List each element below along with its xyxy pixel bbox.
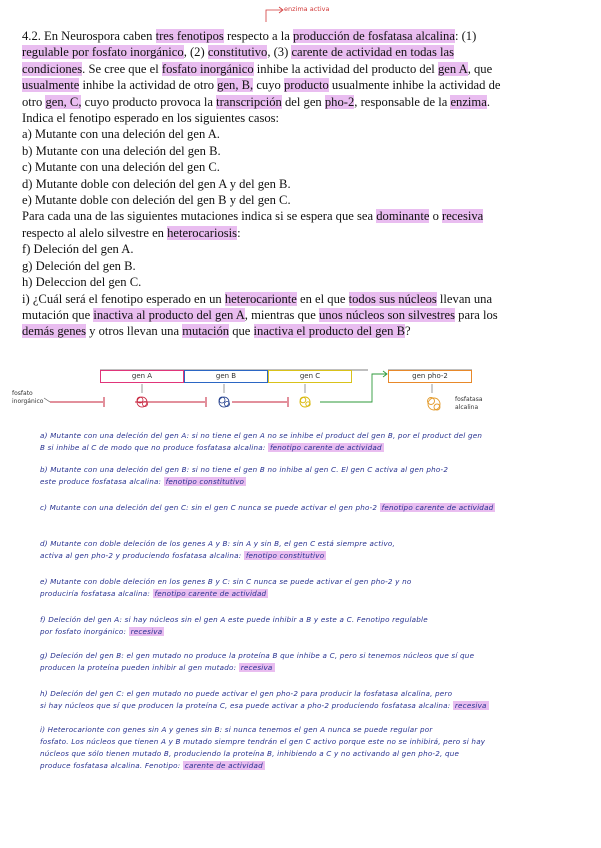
- problem-line: [22, 176, 582, 192]
- text-segment: llevan una: [436, 291, 493, 306]
- annotation-arrow-icon: [262, 2, 286, 24]
- answer-item: [40, 464, 580, 488]
- highlighted-text: heterocariosis: [167, 225, 238, 240]
- highlighted-text: todos sus núcleos: [348, 291, 437, 306]
- text-segment: g) Deleción del gen B.: [22, 258, 136, 273]
- answer-result: fenotipo constitutivo: [165, 477, 245, 486]
- highlighted-text: carente de actividad en todas las: [291, 45, 455, 60]
- text-segment: Indica el fenotipo esperado en los siguientes casos:: [22, 111, 280, 126]
- highlighted-text: pho-2: [324, 94, 355, 109]
- highlighted-text: gen, B,: [217, 78, 254, 93]
- answer-text: produciría fosfatasa alcalina:: [40, 589, 153, 598]
- text-segment: 4.2. En Neurospora caben: [22, 29, 156, 43]
- gene-b-box: gen B: [184, 370, 268, 383]
- answer-result: fenotipo carente de actividad: [154, 589, 267, 598]
- text-segment: , (3): [267, 45, 292, 60]
- answer-text: produce fosfatasa alcalina. Fenotipo:: [40, 761, 183, 770]
- answer-result: fenotipo carente de actividad: [381, 503, 494, 512]
- problem-line: [22, 323, 582, 339]
- problem-line: [22, 28, 582, 44]
- handwritten-annotation: [262, 2, 330, 24]
- problem-line: [22, 44, 582, 60]
- answer-result: carente de actividad: [184, 761, 263, 770]
- answer-text: activa al gen pho-2 y produciendo fosfatasa alcalina:: [40, 551, 244, 560]
- problem-line: [22, 94, 582, 110]
- text-segment: .: [486, 94, 490, 109]
- text-segment: y otros llevan una: [86, 324, 183, 339]
- highlighted-text: inactiva al producto del gen A: [93, 307, 245, 322]
- answer-text: por fosfato inorgánico:: [40, 627, 129, 636]
- text-segment: o: [429, 209, 443, 224]
- text-segment: inhibe la actividad de otro: [79, 78, 218, 93]
- answer-item: [40, 650, 580, 674]
- answer-text: núcleos que sólo tienen mutado B, produciendo la proteína B, inhibiendo a C y no activando al gen pho-2, que: [40, 749, 460, 758]
- problem-line: [22, 110, 582, 126]
- text-segment: usualmente inhibe la actividad de: [328, 78, 501, 93]
- text-segment: para los: [455, 307, 498, 322]
- text-segment: c) Mutante con una deleción del gen C.: [22, 160, 220, 175]
- annotation-text: enzima activa: [284, 5, 330, 13]
- highlighted-text: recesiva: [442, 209, 484, 224]
- highlighted-text: enzima: [450, 94, 487, 109]
- problem-line: [22, 225, 582, 241]
- highlighted-text: tres fenotipos: [155, 29, 224, 43]
- problem-line: [22, 241, 582, 257]
- highlighted-text: condiciones: [22, 61, 83, 76]
- text-segment: mutación que: [22, 307, 94, 322]
- gene-a-box: gen A: [100, 370, 184, 383]
- answer-text: fosfato. Los núcleos que tienen A y B mutado siempre tendrán el gen C activo porque este no se inhibirá, pero si hay: [40, 737, 486, 746]
- text-segment: f) Deleción del gen A.: [22, 242, 134, 257]
- regulation-diagram: [0, 360, 601, 430]
- answer-result: fenotipo carente de actividad: [269, 443, 382, 452]
- problem-line: [22, 61, 582, 77]
- highlighted-text: dominante: [376, 209, 430, 224]
- highlighted-text: producto: [283, 78, 329, 93]
- text-segment: ?: [404, 324, 411, 339]
- answer-text: c) Mutante con una deleción del gen C: sin el gen C nunca se puede activar el gen pho-2: [40, 503, 380, 512]
- text-segment: i) ¿Cuál será el fenotipo esperado en un: [22, 291, 225, 306]
- answer-item: [40, 502, 580, 514]
- problem-line: [22, 208, 582, 224]
- text-segment: del gen: [281, 94, 325, 109]
- answer-result: recesiva: [240, 663, 273, 672]
- highlighted-text: demás genes: [22, 324, 86, 339]
- text-segment: , mientras que: [244, 307, 319, 322]
- left-label: fosfato inorgánico: [12, 390, 44, 405]
- text-segment: . Se cree que el: [82, 61, 162, 76]
- product-b-icon: [219, 397, 230, 407]
- highlighted-text: unos núcleos son silvestres: [318, 307, 456, 322]
- text-segment: :: [237, 225, 241, 240]
- highlighted-text: transcripción: [216, 94, 282, 109]
- problem-line: [22, 192, 582, 208]
- answer-text: producen la proteína pueden inhibir al gen mutado:: [40, 663, 239, 672]
- text-segment: d) Mutante doble con deleción del gen A y del gen B.: [22, 176, 291, 191]
- text-segment: , (2): [183, 45, 208, 60]
- highlighted-text: regulable por fosfato inorgánico: [22, 45, 184, 60]
- answer-item: [40, 688, 580, 712]
- highlighted-text: constitutivo: [207, 45, 268, 60]
- answer-text: si hay núcleos que sí que producen la proteína C, esa puede activar a pho-2 produciendo fosfatasa alcalina:: [40, 701, 453, 710]
- highlighted-text: heterocarionte: [224, 291, 297, 306]
- answer-text: g) Deleción del gen B: el gen mutado no produce la proteína B que inhibe a C, pero si tenemos núcleos que sí que: [40, 651, 475, 660]
- text-segment: h) Deleccion del gen C.: [22, 275, 142, 290]
- gene-pho2-box: gen pho-2: [388, 370, 472, 383]
- answer-item: [40, 538, 580, 562]
- problem-line: [22, 159, 582, 175]
- problem-line: [22, 274, 582, 290]
- answer-text: B si inhibe al C de modo que no produce fosfatasa alcalina:: [40, 443, 268, 452]
- gene-c-box: gen C: [268, 370, 352, 383]
- highlighted-text: fosfato inorgánico: [161, 61, 254, 76]
- phosphatase-icon: [428, 398, 441, 411]
- answer-text: a) Mutante con una deleción del gen A: si no tiene el gen A no se inhibe el product del gen B, por el product del gen: [40, 431, 483, 440]
- text-segment: : (1): [454, 29, 477, 43]
- text-segment: e) Mutante doble con deleción del gen B y del gen C.: [22, 193, 291, 208]
- highlighted-text: gen, C,: [45, 94, 82, 109]
- highlighted-text: usualmente: [22, 78, 80, 93]
- text-segment: respecto a la: [223, 29, 294, 43]
- text-segment: en el que: [296, 291, 349, 306]
- text-segment: , responsable de la: [354, 94, 451, 109]
- product-c-icon: [300, 397, 310, 407]
- text-segment: otro: [22, 94, 46, 109]
- answer-result: recesiva: [130, 627, 163, 636]
- text-segment: cuyo: [253, 78, 284, 93]
- text-segment: Para cada una de las siguientes mutaciones indica si se espera que sea: [22, 209, 377, 224]
- problem-line: [22, 126, 582, 142]
- problem-line: [22, 143, 582, 159]
- problem-line: [22, 291, 582, 307]
- answer-text: b) Mutante con una deleción del gen B: si no tiene el gen B no inhibe al gen C. El gen C activa al gen pho-2: [40, 465, 449, 474]
- text-segment: b) Mutante con una deleción del gen B.: [22, 143, 221, 158]
- text-segment: a) Mutante con una deleción del gen A.: [22, 127, 220, 142]
- answer-item: [40, 576, 580, 600]
- answer-item: [40, 724, 580, 772]
- text-segment: que: [229, 324, 254, 339]
- answer-text: d) Mutante con doble deleción de los genes A y B: sin A y sin B, el gen C está siempre activo,: [40, 539, 395, 548]
- answer-result: fenotipo constitutivo: [245, 551, 325, 560]
- answer-item: [40, 614, 580, 638]
- right-label: fosfatasa alcalina: [455, 396, 483, 411]
- problem-line: [22, 307, 582, 323]
- answer-text: e) Mutante con doble deleción en los genes B y C: sin C nunca se puede activar el gen pho-2 y no: [40, 577, 412, 586]
- text-segment: inhibe la actividad del producto del: [253, 61, 438, 76]
- answer-item: [40, 430, 580, 454]
- text-segment: cuyo producto provoca la: [81, 94, 217, 109]
- problem-line: [22, 77, 582, 93]
- highlighted-text: mutación: [182, 324, 230, 339]
- highlighted-text: inactiva el producto del gen B: [253, 324, 405, 339]
- text-segment: respecto al alelo silvestre en: [22, 225, 168, 240]
- highlighted-text: gen A: [437, 61, 468, 76]
- answer-text: este produce fosfatasa alcalina:: [40, 477, 164, 486]
- problem-statement: [22, 28, 582, 340]
- highlighted-text: producción de fosfatasa alcalina: [293, 29, 455, 43]
- answer-result: recesiva: [454, 701, 487, 710]
- problem-line: [22, 258, 582, 274]
- answer-text: i) Heterocarionte con genes sin A y genes sin B: si nunca tenemos el gen A nunca se puede regular por: [40, 725, 433, 734]
- answer-text: h) Deleción del gen C: el gen mutado no puede activar el gen pho-2 para producir la fosfatasa alcalina, pero: [40, 689, 453, 698]
- text-segment: , que: [467, 61, 493, 76]
- answer-text: f) Deleción del gen A: si hay núcleos sin el gen A este puede inhibir a B y este a C. Fenotipo regulable: [40, 615, 428, 624]
